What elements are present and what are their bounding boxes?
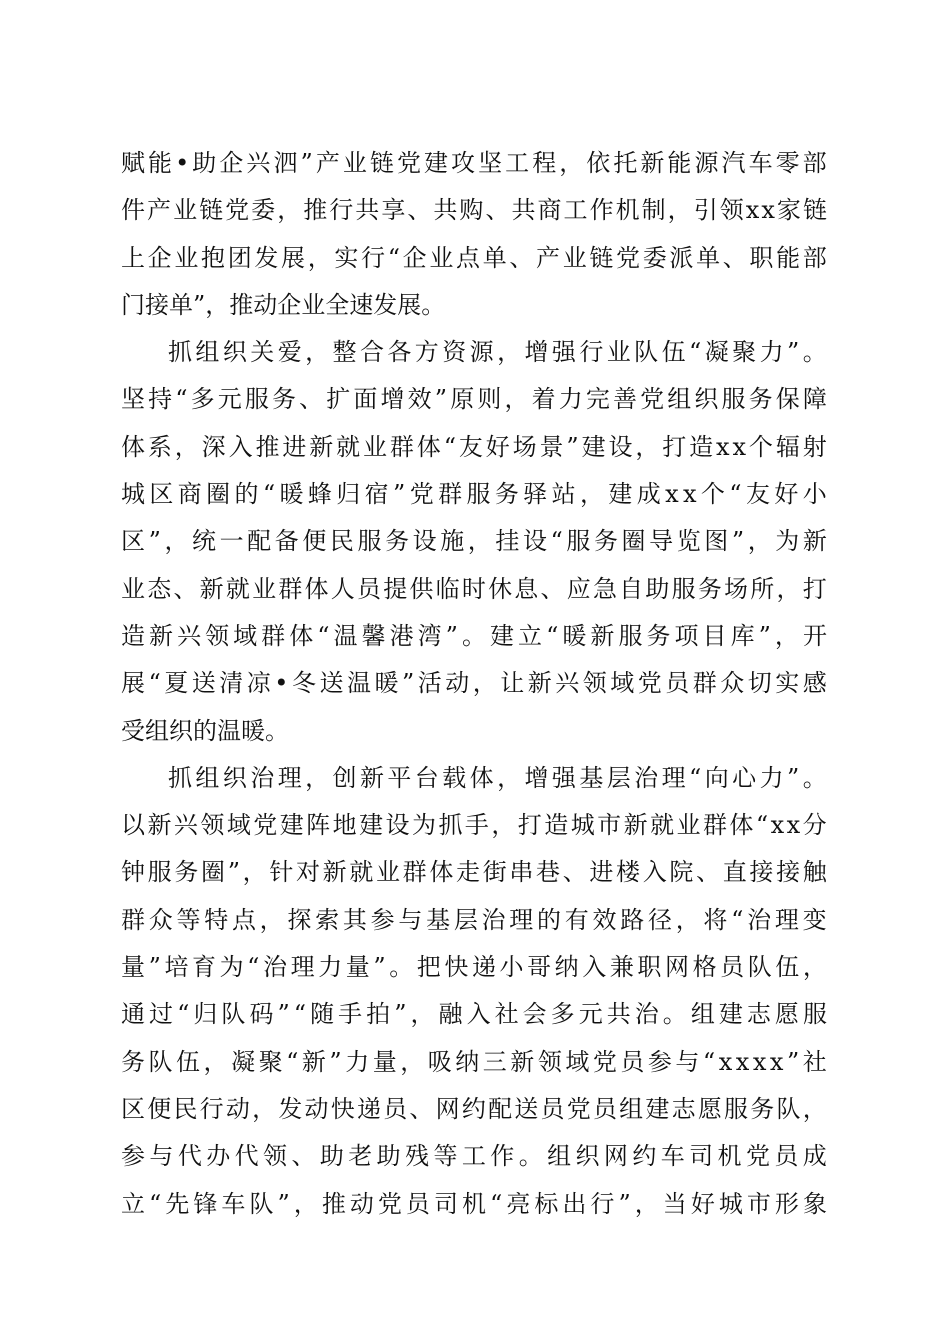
text-line: 城 区 商 圈 的 “ 暖 蜂 归 宿 ” 党 群 服 务 驿 站 ， 建 成 x x 个 “ 友 好 小	[121, 480, 827, 509]
text-line: 区 ” ， 统 一 配 备 便 民 服 务 设 施 ， 挂 设 “ 服 务 圈 导 览 图 ” ， 为 新	[121, 527, 827, 556]
text-line: 展 “ 夏 送 清 凉 • 冬 送 温 暖 ” 活 动 ， 让 新 兴 领 域 党 员 群 众 切 实 感	[121, 669, 827, 698]
text-line: 赋 能 • 助 企 兴 泗 ” 产 业 链 党 建 攻 坚 工 程 ， 依 托 新 能 源 汽 车 零 部	[121, 149, 827, 177]
text-line: 参 与 代 办 代 领 、 助 老 助 残 等 工 作 。 组 织 网 约 车 司 机 党 员 成	[121, 1142, 827, 1171]
text-line: 钟 服 务 圈 ” ， 针 对 新 就 业 群 体 走 街 串 巷 、 进 楼 入 院 、 直 接 接 触	[121, 858, 827, 887]
text-line: 群 众 等 特 点 ， 探 索 其 参 与 基 层 治 理 的 有 效 路 径 ， 将 “ 治 理 变	[121, 905, 827, 934]
text-line: 抓 组 织 关 爱 ， 整 合 各 方 资 源 ， 增 强 行 业 队 伍 “ 凝 聚 力 ” 。	[168, 338, 827, 367]
text-line: 坚 持 “ 多 元 服 务 、 扩 面 增 效 ” 原 则 ， 着 力 完 善 党 组 织 服 务 保 障	[121, 385, 827, 414]
text-line: 件 产 业 链 党 委 ， 推 行 共 享 、 共 购 、 共 商 工 作 机 制 ， 引 领 x x 家 链	[121, 196, 827, 225]
text-line: 区 便 民 行 动 ， 发 动 快 递 员 、 网 约 配 送 员 党 员 组 建 志 愿 服 务 队 ，	[121, 1094, 827, 1123]
text-line: 业 态 、 新 就 业 群 体 人 员 提 供 临 时 休 息 、 应 急 自 助 服 务 场 所 ， 打	[121, 574, 827, 603]
text-line: 体 系 ， 深 入 推 进 新 就 业 群 体 “ 友 好 场 景 ” 建 设 ， 打 造 x x 个 辐 射	[121, 432, 827, 461]
text-line: 门接单”，推动企业全速发展。	[121, 290, 446, 319]
text-line: 量 ” 培 育 为 “ 治 理 力 量 ” 。 把 快 递 小 哥 纳 入 兼 职 网 格 员 队 伍 ，	[121, 953, 827, 982]
text-line: 造 新 兴 领 域 群 体 “ 温 馨 港 湾 ” 。 建 立 “ 暖 新 服 务 项 目 库 ” ， 开	[121, 621, 827, 650]
text-line: 抓 组 织 治 理 ， 创 新 平 台 载 体 ， 增 强 基 层 治 理 “ 向 心 力 ” 。	[168, 763, 827, 792]
text-line: 以 新 兴 领 域 党 建 阵 地 建 设 为 抓 手 ， 打 造 城 市 新 就 业 群 体 “ x x 分	[121, 811, 827, 840]
text-line: 通 过 “ 归 队 码 ” “ 随 手 拍 ” ， 融 入 社 会 多 元 共 治 。 组 建 志 愿 服	[121, 1000, 827, 1029]
text-line: 受组织的温暖。	[121, 716, 289, 745]
document-body-text	[121, 140, 827, 1228]
text-line: 上 企 业 抱 团 发 展 ， 实 行 “ 企 业 点 单 、 产 业 链 党 委 派 单 、 职 能 部	[121, 243, 827, 272]
text-line: 立 “ 先 锋 车 队 ” ， 推 动 党 员 司 机 “ 亮 标 出 行 ” ， 当 好 城 市 形 象	[121, 1189, 827, 1218]
text-line: 务 队 伍 ， 凝 聚 “ 新 ” 力 量 ， 吸 纳 三 新 领 域 党 员 参 与 “ x x x x ” 社	[121, 1047, 827, 1076]
